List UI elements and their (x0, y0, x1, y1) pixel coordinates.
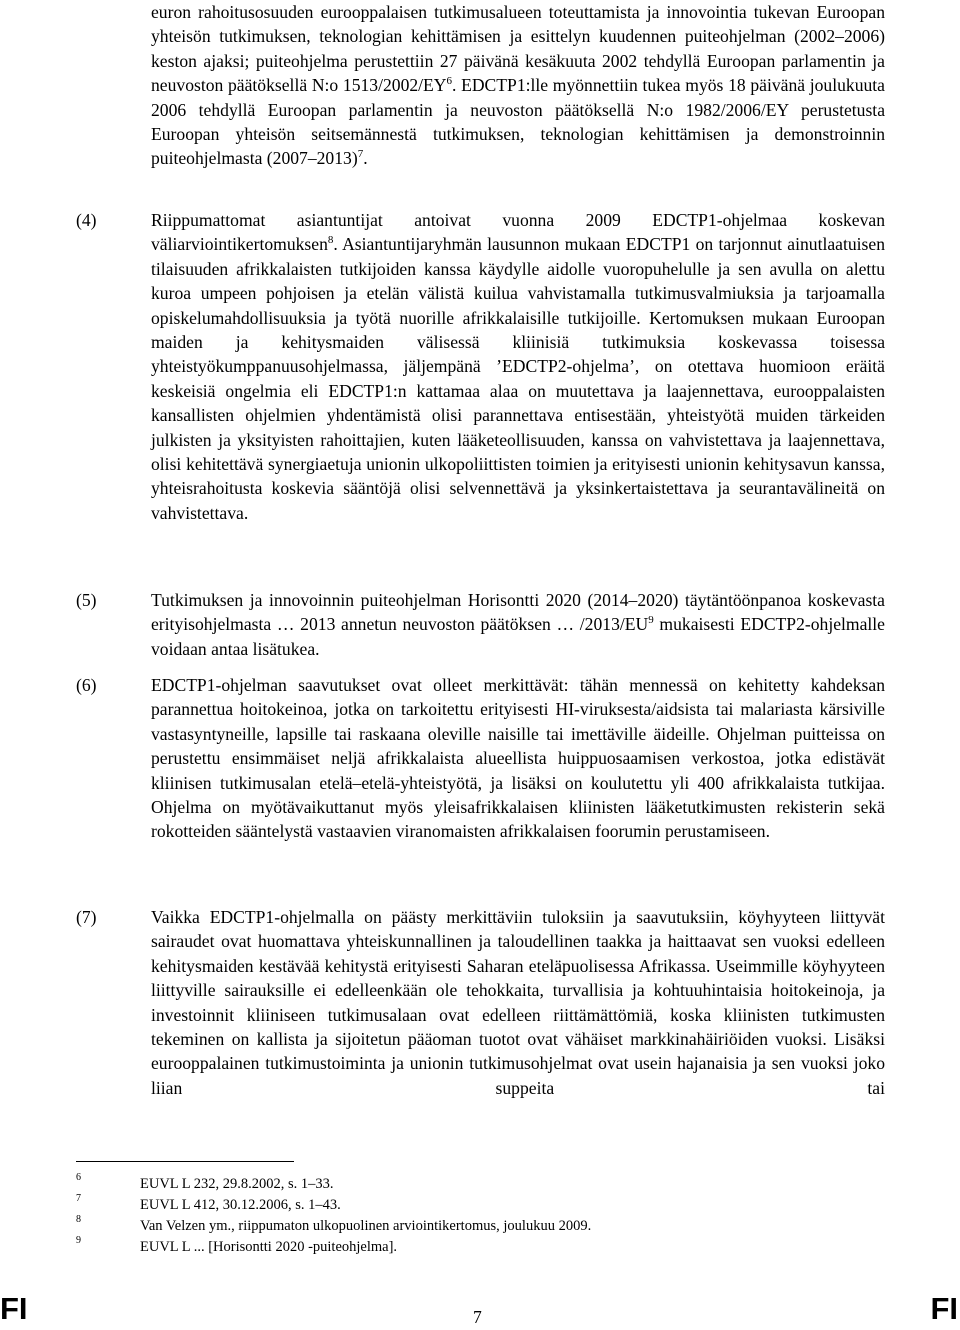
paragraph-4 (151, 208, 885, 525)
paragraph-5 (151, 588, 885, 661)
footnote-text: EUVL L 232, 29.8.2002, s. 1–33. (140, 1176, 334, 1192)
paragraph-6: EDCTP1-ohjelman saavutukset ovat olleet merkittävät: tähän mennessä on kehitetty kahdeksan parannettua hoitokeinoa, jotka on tarkoitettu erityisesti HI-viruksesta/aidsista tai malariasta kärsiville vastasyntyneille, lapsille tai raskaana oleville naisille tai imettäville äideille. Ohjelman puitteissa on perustettu ensimmäiset neljä afrikkalaista alueellista huippuosaamisen verkostoa, jotka edistävät kliinisen tutkimusalan etelä–etelä-yhteistyötä, ja lisäksi on koulutettu yli 400 afrikkalaista tutkijaa. Ohjelma on myötävaikuttanut myös yleisafrikkalaisen kliinisten lääketutkimusten rekisterin sekä rokotteiden sääntelystä vastaavien viranomaisten afrikkalaisen foorumin perustamiseen. (151, 675, 885, 842)
paragraph-text: euron rahoitusosuuden eurooppalaisen tutkimusalueen toteuttamista ja innovointia tukevan Euroopan yhteisön tutkimuksen, teknologian kehittämisen ja esittelyn kuudennen puiteohjelman (2002–2006) keston ajaksi; puiteohjelma perustettiin 27 päivänä kesäkuuta 2002 tehdyllä Euroopan parlamentin ja neuvoston päätöksellä N:o 1513/2002/EY (151, 2, 885, 96)
paragraph-text: . (363, 148, 368, 169)
paragraph-7: Vaikka EDCTP1-ohjelmalla on päästy merkittäviin tuloksiin ja saavutuksiin, köyhyyteen liittyvät sairaudet ovat huomattava yhteiskunnallinen ja taloudellinen taakka ja haittaavat sen vuoksi edelleen kehitysmaiden kestävää kehitystä erityisesti Saharan eteläpuolisessa Afrikassa. Useimmille köyhyyteen liittyville sairauksille ei edelleenkään ole tehokkaita, turvallisia ja kohtuuhintaisia hoitokeinoja, ja investoinnit kliiniseen tutkimusalaan ovat edelleen riittämättömiä, koska kliinisten tutkimusten tekeminen on kallista ja sijoitetun pääoman tuotot ovat vähäiset markkinahäiriöiden vuoksi. Lisäksi eurooppalainen tutkimustoiminta ja unionin tutkimusohjelmat ovat usein hajanaisia ja sen vuoksi joko liian suppeita tai (151, 907, 885, 1098)
paragraph-text: . Asiantuntijaryhmän lausunnon mukaan EDCTP1 on tarjonnut ainutlaatuisen tilaisuuden afrikkalaisten tutkijoiden kanssa käydylle aidolle vuoropuhelulle ja sen avulla on alettu kuroa umpeen pohjoisen ja etelän välistä kuilua vahvistamalla tutkimusvalmiuksia ja tarjoamalla opiskelumahdollisuuksia ja työtä nuorille afrikkalaisille tutkijoille. Kertomuksen mukaan Euroopan maiden ja kehitysmaiden välisessä kliinisiä tutkimuksia koskevassa toisessa yhteistyökumppanuusohjelmassa, jäljempänä ’EDCTP2-ohjelma’, on otettava huomioon eräitä keskeisiä ongelmia eli EDCTP1:n kattamaa alaa on muutettava ja laajennettava, eurooppalaisten kansallisten ohjelmien yhdentämistä olisi parannettava entisestään, yhteistyötä muiden tärkeiden julkisten ja yksityisten rahoittajien, kuten lääketeollisuuden, kanssa on vahvistettava ja laajennettava, olisi kehitettävä synergiaetuja unionin ulkopoliittisten toimien ja erityisesti unionin kehitysavun kanssa, yhteisrahoitusta koskevia sääntöjä olisi selvennettävä ja yksinkertaistettava ja seurantavälineitä on vahvistettava. (151, 234, 885, 523)
footer-language-left: FI (0, 1291, 28, 1326)
paragraph-number-5: (5) (76, 590, 97, 610)
paragraph-text: . EDCTP1:lle myönnettiin tukea myös 18 päivänä joulukuuta 2006 tehdyllä Euroopan parlamentin ja neuvoston päätöksellä N:o 1982/2006/EY perustetusta Euroopan yhteisön seitsemännestä tutkimuksen, teknologian kehittämisen ja demonstroinnin puiteohjelmasta (2007–2013) (151, 75, 885, 169)
footnote-separator (76, 1161, 294, 1162)
page-number: 7 (473, 1307, 482, 1327)
footnote-number: 8 (76, 1214, 81, 1225)
footnote-ref-8[interactable]: 8 (327, 234, 334, 247)
footnote-text: EUVL L 412, 30.12.2006, s. 1–43. (140, 1197, 341, 1213)
paragraph-text: Tutkimuksen ja innovoinnin puiteohjelman Horisontti 2020 (2014–2020) täytäntöönpanoa koskevasta erityisohjelmasta … 2013 annetun neuvoston päätöksen … /2013/EU (151, 590, 885, 635)
footnote-number: 7 (76, 1193, 81, 1204)
paragraph-text: Riippumattomat asiantuntijat antoivat vuonna 2009 EDCTP1-ohjelmaa koskevan väliarviointikertomuksen (151, 210, 885, 255)
paragraph-number-4: (4) (76, 210, 97, 230)
footnote-number: 6 (76, 1172, 81, 1183)
paragraph-number-7: (7) (76, 907, 97, 927)
footnote-ref-7[interactable]: 7 (357, 148, 364, 161)
paragraph-3-continuation (151, 0, 885, 171)
footnote-text: EUVL L ... [Horisontti 2020 -puiteohjelma]. (140, 1239, 398, 1255)
paragraph-text: mukaisesti EDCTP2-ohjelmalle voidaan antaa lisätukea. (151, 614, 885, 659)
footnote-text: Van Velzen ym., riippumaton ulkopuolinen arviointikertomus, joulukuu 2009. (140, 1218, 592, 1234)
footer-language-right: FI (930, 1291, 958, 1326)
footnote-ref-6[interactable]: 6 (446, 75, 453, 88)
paragraph-number-6: (6) (76, 675, 97, 695)
footnote-number: 9 (76, 1235, 81, 1246)
footnote-ref-9[interactable]: 9 (648, 614, 654, 627)
